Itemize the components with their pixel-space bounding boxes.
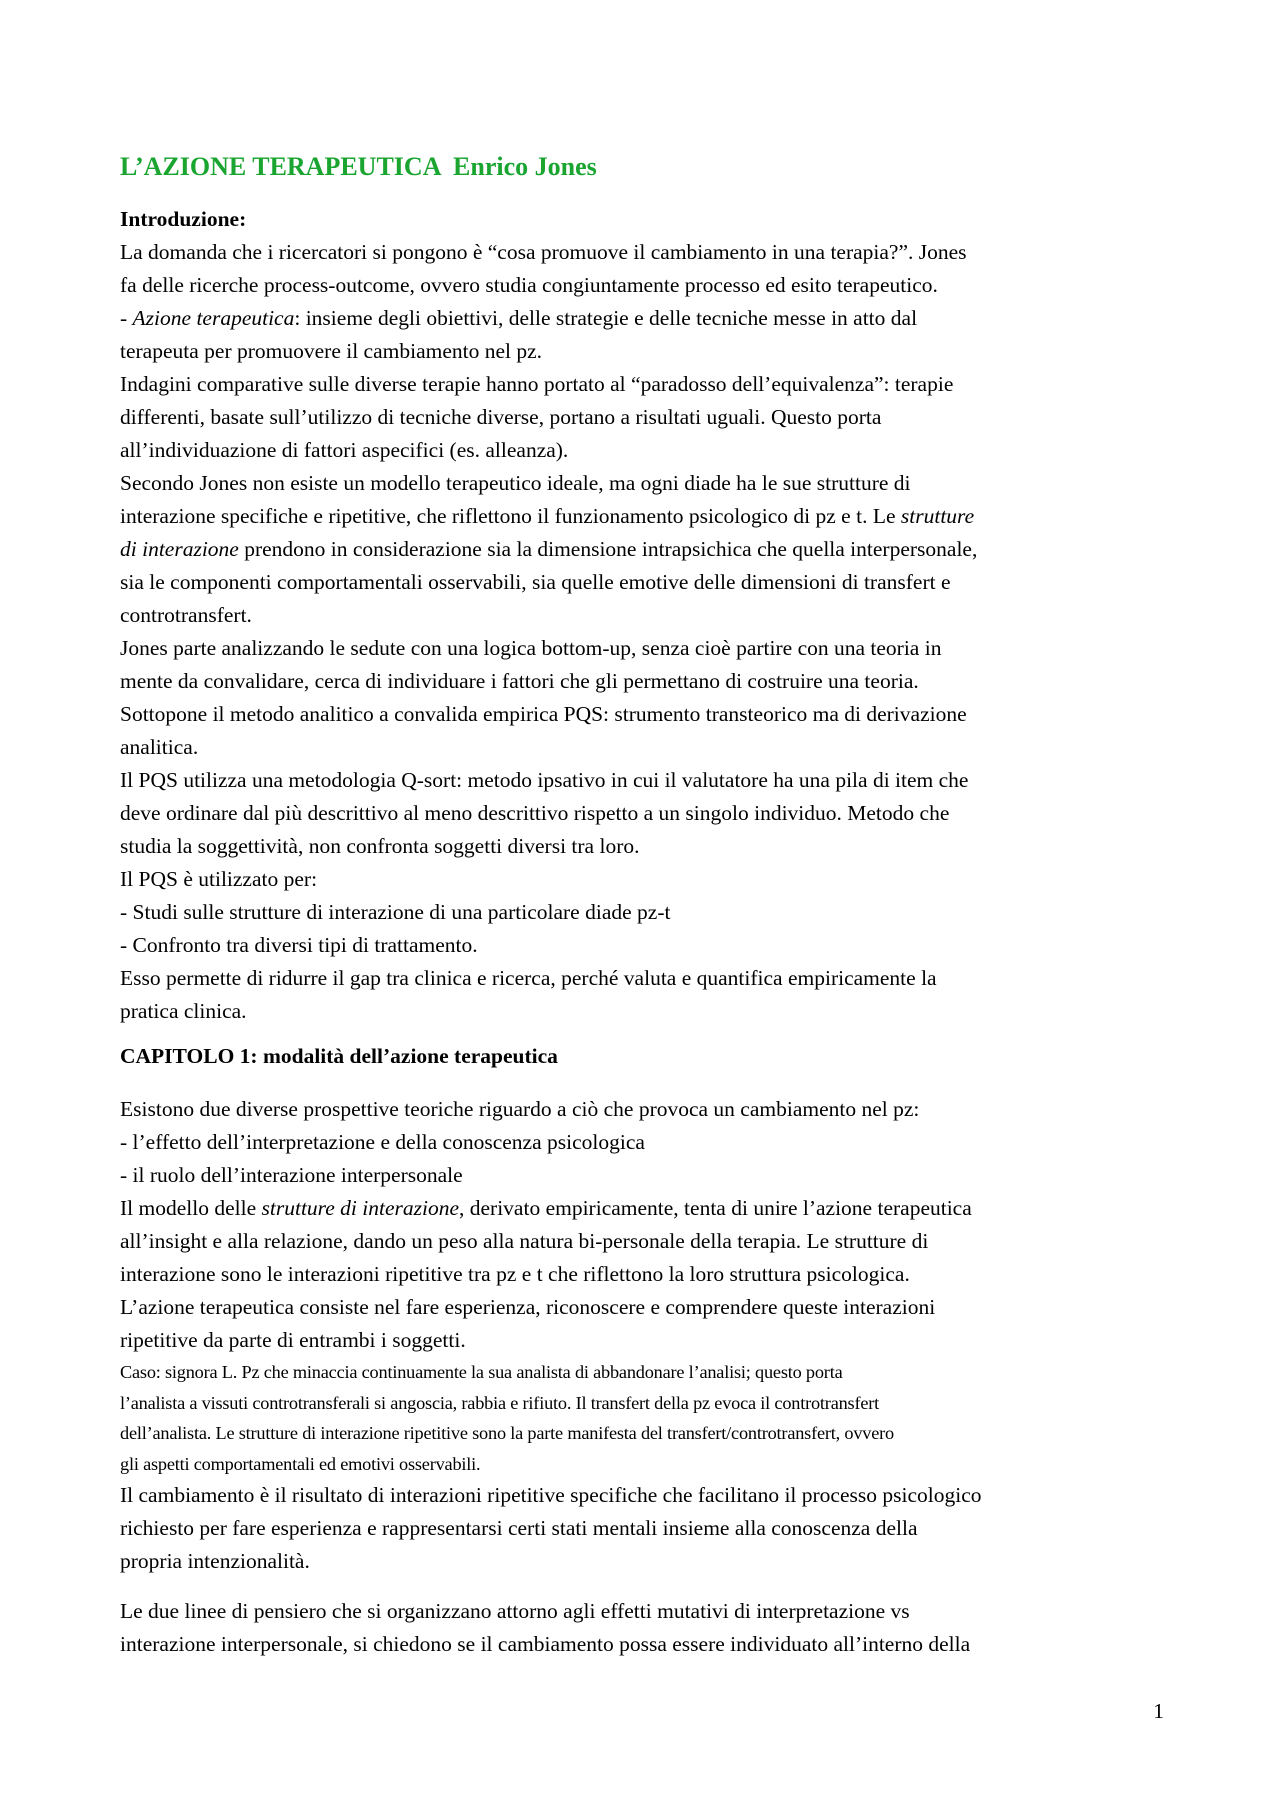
chapter-1-paragraph-3: [120, 1291, 1170, 1357]
intro-paragraph-7: [120, 764, 1170, 863]
text-line: all’insight e alla relazione, dando un peso alla natura bi-personale della terapia. Le strutture di: [120, 1229, 929, 1253]
text-line: ripetitive da parte di entrambi i soggetti.: [120, 1328, 466, 1352]
definition-text: : insieme degli obiettivi, delle strategie e delle tecniche messe in atto dal: [294, 306, 918, 330]
text-line: differenti, basate sull’utilizzo di tecniche diverse, portano a risultati uguali. Questo porta: [120, 405, 882, 429]
text-line: fa delle ricerche process-outcome, ovvero studia congiuntamente processo ed esito terapeutico.: [120, 273, 938, 297]
text-line: deve ordinare dal più descrittivo al meno descrittivo rispetto a un singolo individuo. Metodo che: [120, 801, 950, 825]
case-study-paragraph: [120, 1357, 1170, 1479]
intro-paragraph-8: [120, 863, 1170, 962]
text-line: Esistono due diverse prospettive teoriche riguardo a ciò che provoca un cambiamento nel pz:: [120, 1097, 920, 1121]
term-strutture-di-interazione: strutture di interazione: [261, 1196, 459, 1220]
text-line: Il PQS è utilizzato per:: [120, 867, 318, 891]
text-line: Sottopone il metodo analitico a convalida empirica PQS: strumento transteorico ma di derivazione: [120, 702, 967, 726]
list-item: - Confronto tra diversi tipi di trattamento.: [120, 933, 478, 957]
text-line: analitica.: [120, 735, 199, 759]
text-line: terapeuta per promuovere il cambiamento nel pz.: [120, 339, 543, 363]
chapter-1-paragraph-2: [120, 1192, 1170, 1291]
text-line: Il PQS utilizza una metodologia Q-sort: metodo ipsativo in cui il valutatore ha una pila di item che: [120, 768, 969, 792]
term-di-interazione: di interazione: [120, 537, 239, 561]
line-segment: , derivato empiricamente, tenta di unire l’azione terapeutica: [459, 1196, 972, 1220]
text-line: studia la soggettività, non confronta soggetti diversi tra loro.: [120, 834, 640, 858]
intro-paragraph-1: [120, 236, 1170, 302]
chapter-1-heading: CAPITOLO 1: modalità dell’azione terapeutica: [120, 1044, 558, 1068]
text-line: [120, 302, 1170, 335]
text-line: sia le componenti comportamentali osservabili, sia quelle emotive delle dimensioni di transfert e: [120, 570, 951, 594]
intro-heading: Introduzione:: [120, 207, 247, 231]
term-strutture: strutture: [900, 504, 975, 528]
text-line: [120, 533, 1170, 566]
text-line: gli aspetti comportamentali ed emotivi osservabili.: [120, 1453, 481, 1474]
chapter-1-paragraph-4: [120, 1479, 1170, 1578]
chapter-1-paragraph-5: [120, 1595, 1170, 1661]
text-line: controtransfert.: [120, 603, 252, 627]
dash: -: [120, 306, 133, 330]
text-line: l’analista a vissuti controtransferali si angoscia, rabbia e rifiuto. Il transfert della pz evoca il controtransfert: [120, 1392, 880, 1413]
text-line: dell’analista. Le strutture di interazione ripetitive sono la parte manifesta del transfert/controtransfert, ovvero: [120, 1423, 894, 1443]
list-item: - il ruolo dell’interazione interpersonale: [120, 1163, 463, 1187]
text-line: [120, 500, 1170, 533]
text-line: all’individuazione di fattori aspecifici (es. alleanza).: [120, 438, 569, 462]
document-body: [120, 150, 1170, 1661]
text-line: Il cambiamento è il risultato di interazioni ripetitive specifiche che facilitano il processo psicologico: [120, 1483, 982, 1507]
intro-paragraph-3: [120, 368, 1170, 467]
list-item: - Studi sulle strutture di interazione di una particolare diade pz-t: [120, 900, 671, 924]
intro-paragraph-4: [120, 467, 1170, 632]
line-segment: interazione specifiche e ripetitive, che riflettono il funzionamento psicologico di pz e t. Le: [120, 504, 901, 528]
text-line: Secondo Jones non esiste un modello terapeutico ideale, ma ogni diade ha le sue strutture di: [120, 471, 911, 495]
line-segment: Il modello delle: [120, 1196, 262, 1220]
intro-paragraph-5: [120, 632, 1170, 698]
term-azione-terapeutica: Azione terapeutica: [132, 306, 295, 330]
text-line: pratica clinica.: [120, 999, 247, 1023]
chapter-1-paragraph-1: [120, 1093, 1170, 1192]
text-line: Jones parte analizzando le sedute con una logica bottom-up, senza cioè partire con una teoria in: [120, 636, 942, 660]
text-line: [120, 1192, 1170, 1225]
intro-paragraph-2: [120, 302, 1170, 368]
text-line: Indagini comparative sulle diverse terapie hanno portato al “paradosso dell’equivalenza”: terapie: [120, 372, 954, 396]
text-line: mente da convalidare, cerca di individuare i fattori che gli permettano di costruire una teoria.: [120, 669, 919, 693]
document-title: L’AZIONE TERAPEUTICA Enrico Jones: [120, 152, 597, 181]
page-number: 1: [1153, 1699, 1164, 1723]
list-item: - l’effetto dell’interpretazione e della conoscenza psicologica: [120, 1130, 645, 1154]
text-line: La domanda che i ricercatori si pongono è “cosa promuove il cambiamento in una terapia?”. Jones: [120, 240, 967, 264]
text-line: L’azione terapeutica consiste nel fare esperienza, riconoscere e comprendere queste interazioni: [120, 1295, 936, 1319]
text-line: Caso: signora L. Pz che minaccia continuamente la sua analista di abbandonare l’analisi; questo porta: [120, 1362, 843, 1382]
text-line: Esso permette di ridurre il gap tra clinica e ricerca, perché valuta e quantifica empiricamente la: [120, 966, 937, 990]
text-line: propria intenzionalità.: [120, 1549, 310, 1573]
intro-paragraph-6: [120, 698, 1170, 764]
text-line: interazione interpersonale, si chiedono se il cambiamento possa essere individuato all’interno della: [120, 1632, 971, 1656]
text-line: interazione sono le interazioni ripetitive tra pz e t che riflettono la loro struttura psicologica.: [120, 1262, 910, 1286]
text-line: richiesto per fare esperienza e rappresentarsi certi stati mentali insieme alla conoscenza della: [120, 1516, 918, 1540]
line-segment: prendono in considerazione sia la dimensione intrapsichica che quella interpersonale,: [238, 537, 978, 561]
text-line: Le due linee di pensiero che si organizzano attorno agli effetti mutativi di interpretazione vs: [120, 1599, 910, 1623]
intro-paragraph-9: [120, 962, 1170, 1028]
